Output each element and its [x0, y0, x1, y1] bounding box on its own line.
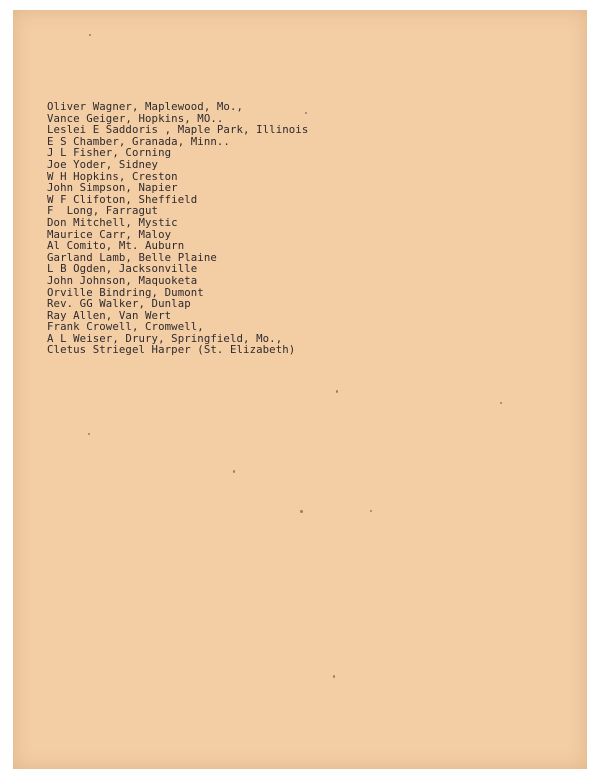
list-item: Orville Bindring, Dumont	[47, 285, 204, 299]
list-item: E S Chamber, Granada, Minn..	[47, 134, 230, 148]
list-item: Garland Lamb, Belle Plaine	[47, 250, 217, 264]
list-item: J L Fisher, Corning	[47, 146, 172, 160]
paper-speck	[89, 34, 91, 36]
list-item: John Simpson, Napier	[47, 181, 178, 195]
list-item: Leslei E Saddoris , Maple Park, Illinois	[47, 123, 309, 137]
paper-speck	[300, 510, 303, 513]
list-item: Ray Allen, Van Wert	[47, 308, 172, 322]
list-item: A L Weiser, Drury, Springfield, Mo.,	[47, 331, 283, 345]
paper-sheet	[13, 10, 587, 769]
list-item: Cletus Striegel Harper (St. Elizabeth)	[47, 343, 296, 357]
list-item: Rev. GG Walker, Dunlap	[47, 297, 191, 311]
list-item: Joe Yoder, Sidney	[47, 157, 159, 171]
paper-speck	[336, 390, 338, 393]
paper-speck	[370, 510, 372, 512]
paper-speck	[233, 470, 235, 473]
list-item: Oliver Wagner, Maplewood, Mo.,	[47, 100, 244, 113]
paper-speck	[500, 402, 502, 404]
list-item: Al Comito, Mt. Auburn	[47, 239, 185, 253]
list-item: W F Clifoton, Sheffield	[47, 192, 198, 206]
list-item: Don Mitchell, Mystic	[47, 215, 178, 229]
paper-speck	[333, 675, 335, 678]
list-item: L B Ogden, Jacksonville	[47, 262, 198, 276]
name-list	[47, 101, 308, 356]
list-item: John Johnson, Maquoketa	[47, 273, 198, 287]
list-item: W H Hopkins, Creston	[47, 169, 178, 183]
paper-speck	[88, 433, 90, 435]
list-item: Maurice Carr, Maloy	[47, 227, 172, 241]
list-item: Frank Crowell, Cromwell,	[47, 320, 204, 334]
list-item: Vance Geiger, Hopkins, MO..	[47, 111, 224, 125]
list-item: F Long, Farragut	[47, 204, 159, 218]
